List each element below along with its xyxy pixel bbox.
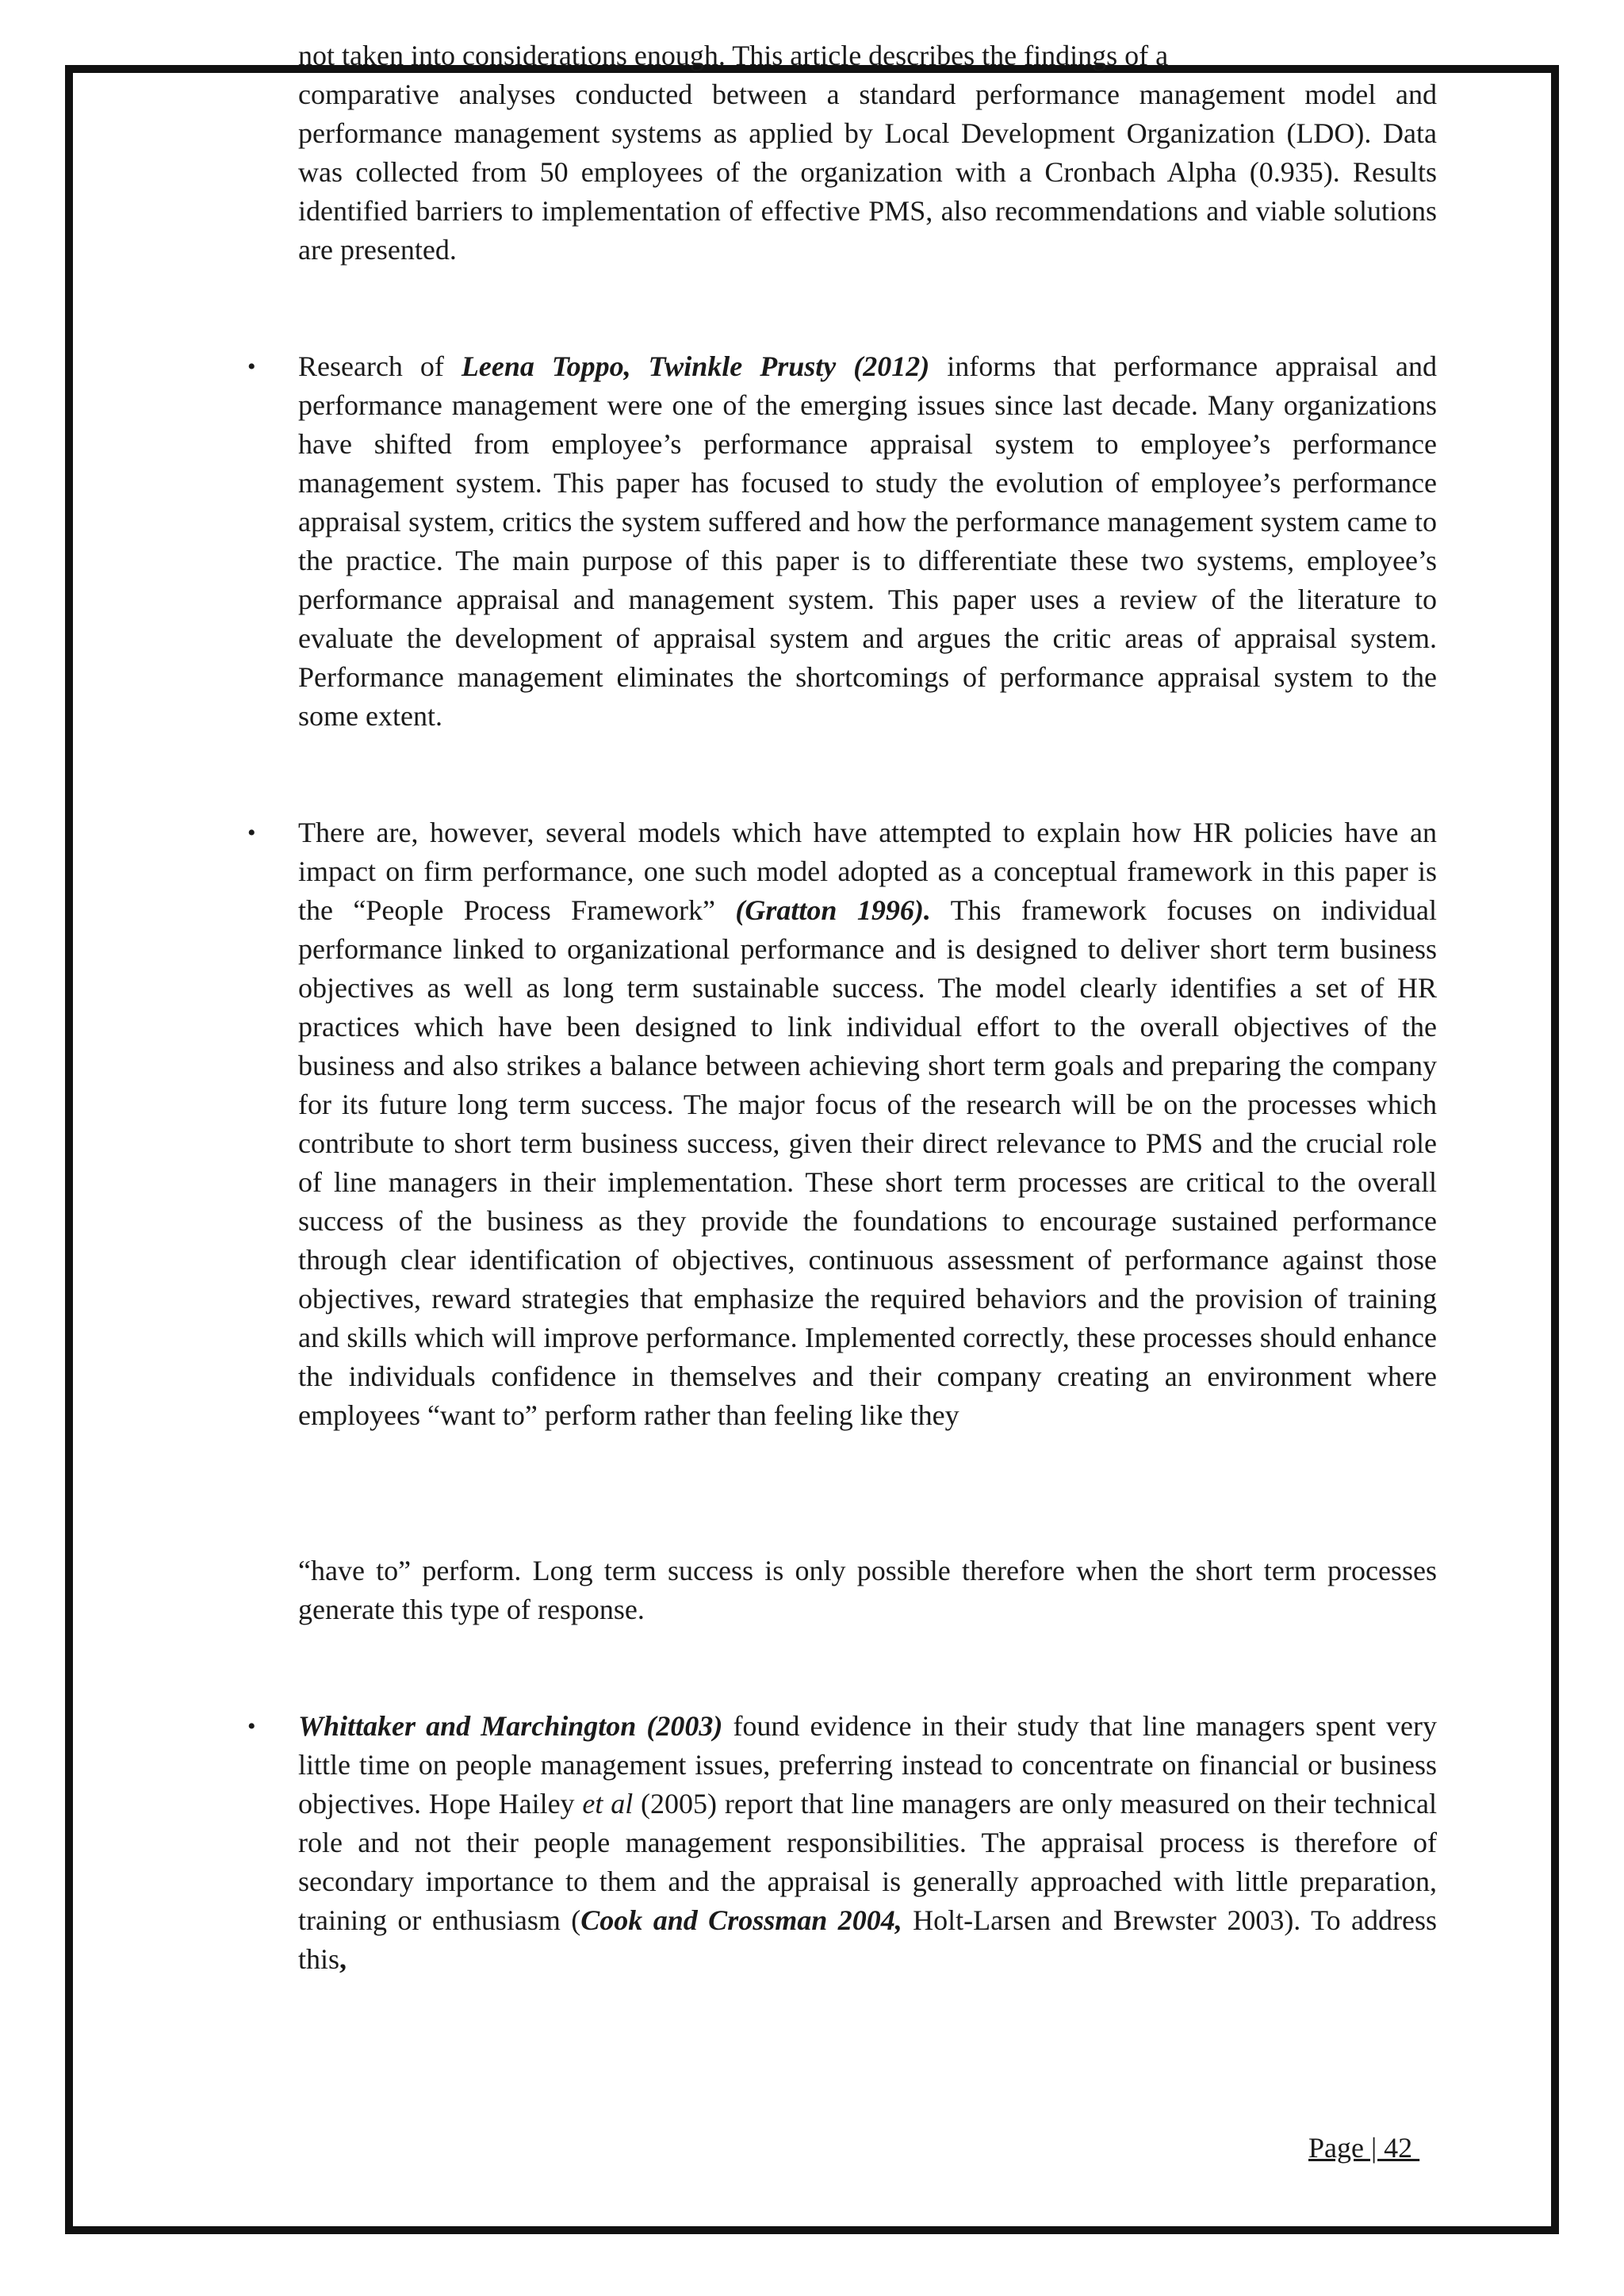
overflow-line: not taken into considerations enough. This article describes the findings of a (298, 40, 1169, 71)
bullet-item-gratton (247, 813, 1437, 1435)
bullet-icon: • (247, 1713, 256, 1739)
abstract-paragraph: comparative analyses conducted between a standard performance management model and performance management systems as applied by Local Development Organization (LDO). Data was collected from 50 employees of the organization with a Cronbach Alpha (0.935). Results identified barriers to implementation of effective PMS, also recommendations and viable solutions are presented. (298, 78, 1437, 266)
gratton-text-a: There are, however, several models which have attempted to explain how HR policies have an impact on firm performance, one such model adopted as a conceptual framework in this paper is the “People Process Framework” (298, 817, 1437, 926)
toppo-paragraph (298, 347, 1437, 736)
spacer (298, 1629, 1437, 1707)
bullet-icon: • (247, 820, 256, 846)
gratton-text-b: This framework focuses on individual performance linked to organizational performance and is designed to deliver short term business objectives as well as long term sustainable success. The model clearly identifies a set of HR practices which have been designed to link individual effort to the overall objectives of the business and also strikes a balance between achieving short term goals and preparing the company for its future long term success. The major focus of the research will be on the processes which contribute to short term business success, given their direct relevance to PMS and the crucial role of line managers in their implementation. These short term processes are critical to the overall success of the business as they provide the foundations to encourage sustained performance through clear identification of objectives, continuous assessment of performance against those objectives, reward strategies that emphasize the required behaviors and the provision of training and skills which will improve performance. Implemented correctly, these processes should enhance the individuals confidence in themselves and their company creating an environment where employees “want to” perform rather than feeling like they (298, 894, 1437, 1431)
gratton-paragraph (298, 813, 1437, 1435)
toppo-intro: Research of (298, 350, 462, 382)
toppo-authors: Leena Toppo, Twinkle Prusty (2012) (461, 350, 930, 382)
gratton-continuation: “have to” perform. Long term success is only possible therefore when the short term processes generate this type of response. (298, 1555, 1437, 1625)
whittaker-authors: Whittaker and Marchington (2003) (298, 1710, 723, 1742)
whittaker-etal: et al (582, 1788, 634, 1820)
whittaker-trailing: , (339, 1943, 347, 1975)
bullet-item-whittaker (247, 1707, 1438, 1979)
toppo-text: informs that performance appraisal and performance management were one of the emerging issues since last decade. Many organizations have shifted from employee’s performance appraisal system to employee’s performance management system. This paper has focused to study the evolution of employee’s performance appraisal system, critics the system suffered and how the performance management system came to the practice. The main purpose of this paper is to differentiate these two systems, employee’s performance appraisal and management system. This paper uses a review of the literature to evaluate the development of appraisal system and argues the critic areas of appraisal system. Performance management eliminates the shortcomings of performance appraisal system to the some extent. (298, 350, 1437, 732)
spacer (298, 736, 1437, 813)
whittaker-paragraph (298, 1707, 1437, 1979)
document-body (247, 36, 1438, 1979)
spacer (298, 1435, 1437, 1552)
whittaker-text-a: found evidence in their study that line managers spent very little time on people management issues, preferring instead to concentrate on financial or business objectives. Hope Hailey (298, 1710, 1437, 1820)
whittaker-text-b: (2005) report that line managers are only measured on their technical role and not their people management responsibilities. The appraisal process is therefore of secondary importance to them and the appraisal is generally approached with little preparation, training or enthusiasm ( (298, 1788, 1438, 1936)
bullet-icon: • (247, 354, 256, 380)
gratton-citation: (Gratton 1996). (735, 894, 931, 926)
spacer (298, 270, 1437, 347)
page-number: Page | 42 (1308, 2132, 1420, 2164)
bullet-item-toppo (247, 347, 1437, 736)
whittaker-citation: Cook and Crossman 2004, (580, 1904, 902, 1936)
whittaker-text-c: Holt-Larsen and Brewster 2003). To address this (298, 1904, 1437, 1975)
